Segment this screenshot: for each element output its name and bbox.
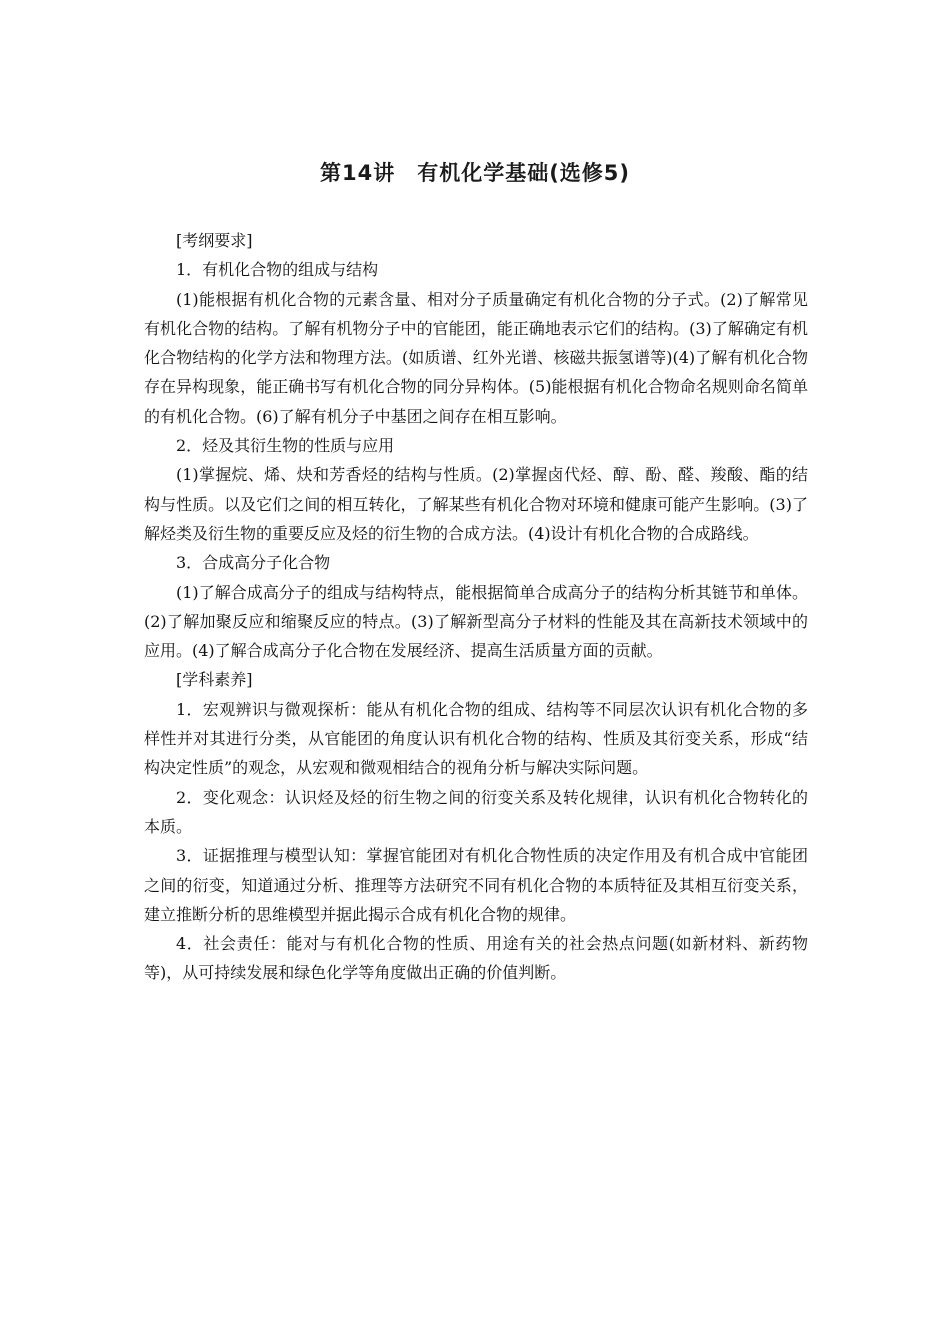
requirement-1-body: (1)能根据有机化合物的元素含量、相对分子质量确定有机化合物的分子式。(2)了解常见有机化合物的结构。了解有机物分子中的官能团，能正确地表示它们的结构。(3)了解确定有机化合物结构的化学方法和物理方法。(如质谱、红外光谱、核磁共振氢谱等)(4)了解有机化合物存在异构现象，能正确书写有机化合物的同分异构体。(5)能根据有机化合物命名规则命名简单的有机化合物。(6)了解有机分子中基团之间存在相互影响。 [144, 289, 808, 426]
requirement-2-body: (1)掌握烷、烯、炔和芳香烃的结构与性质。(2)掌握卤代烃、醇、酚、醛、羧酸、酯的结构与性质。以及它们之间的相互转化，了解某些有机化合物对环境和健康可能产生影响。(3)了解烃类及衍生物的重要反应及烃的衍生物的合成方法。(4)设计有机化合物的合成路线。 [144, 465, 808, 543]
literacy-item-1: 1．宏观辨识与微观探析：能从有机化合物的组成、结构等不同层次认识有机化合物的多样性并对其进行分类，从官能团的角度认识有机化合物的结构、性质及其衍变关系，形成“结构决定性质”的观念，从宏观和微观相结合的视角分析与解决实际问题。 [144, 699, 808, 778]
literacy-heading: [学科素养] [176, 670, 253, 690]
literacy-item-2: 2．变化观念：认识烃及烃的衍生物之间的衍变关系及转化规律，认识有机化合物转化的本质。 [144, 787, 808, 836]
page-title: 第14讲 有机化学基础(选修5) [319, 161, 631, 185]
requirements-heading: [考纲要求] [176, 231, 253, 250]
requirement-1-title: 1．有机化合物的组成与结构 [176, 260, 379, 280]
requirement-2-title: 2．烃及其衍生物的性质与应用 [176, 436, 395, 456]
requirement-3-title: 3．合成高分子化合物 [176, 553, 331, 573]
literacy-item-3: 3．证据推理与模型认知：掌握官能团对有机化合物性质的决定作用及有机合成中官能团之间的衍变，知道通过分析、推理等方法研究不同有机化合物的本质特征及其相互衍变关系，建立推断分析的思维模型并据此揭示合成有机化合物的规律。 [144, 846, 808, 924]
requirement-3-body: (1)了解合成高分子的组成与结构特点，能根据简单合成高分子的结构分析其链节和单体。(2)了解加聚反应和缩聚反应的特点。(3)了解新型高分子材料的性能及其在高新技术领域中的应用。(4)了解合成高分子化合物在发展经济、提高生活质量方面的贡献。 [144, 582, 808, 661]
literacy-item-4: 4．社会责任：能对与有机化合物的性质、用途有关的社会热点问题(如新材料、新药物等)，从可持续发展和绿色化学等角度做出正确的价值判断。 [144, 934, 808, 983]
document-body [144, 226, 808, 988]
